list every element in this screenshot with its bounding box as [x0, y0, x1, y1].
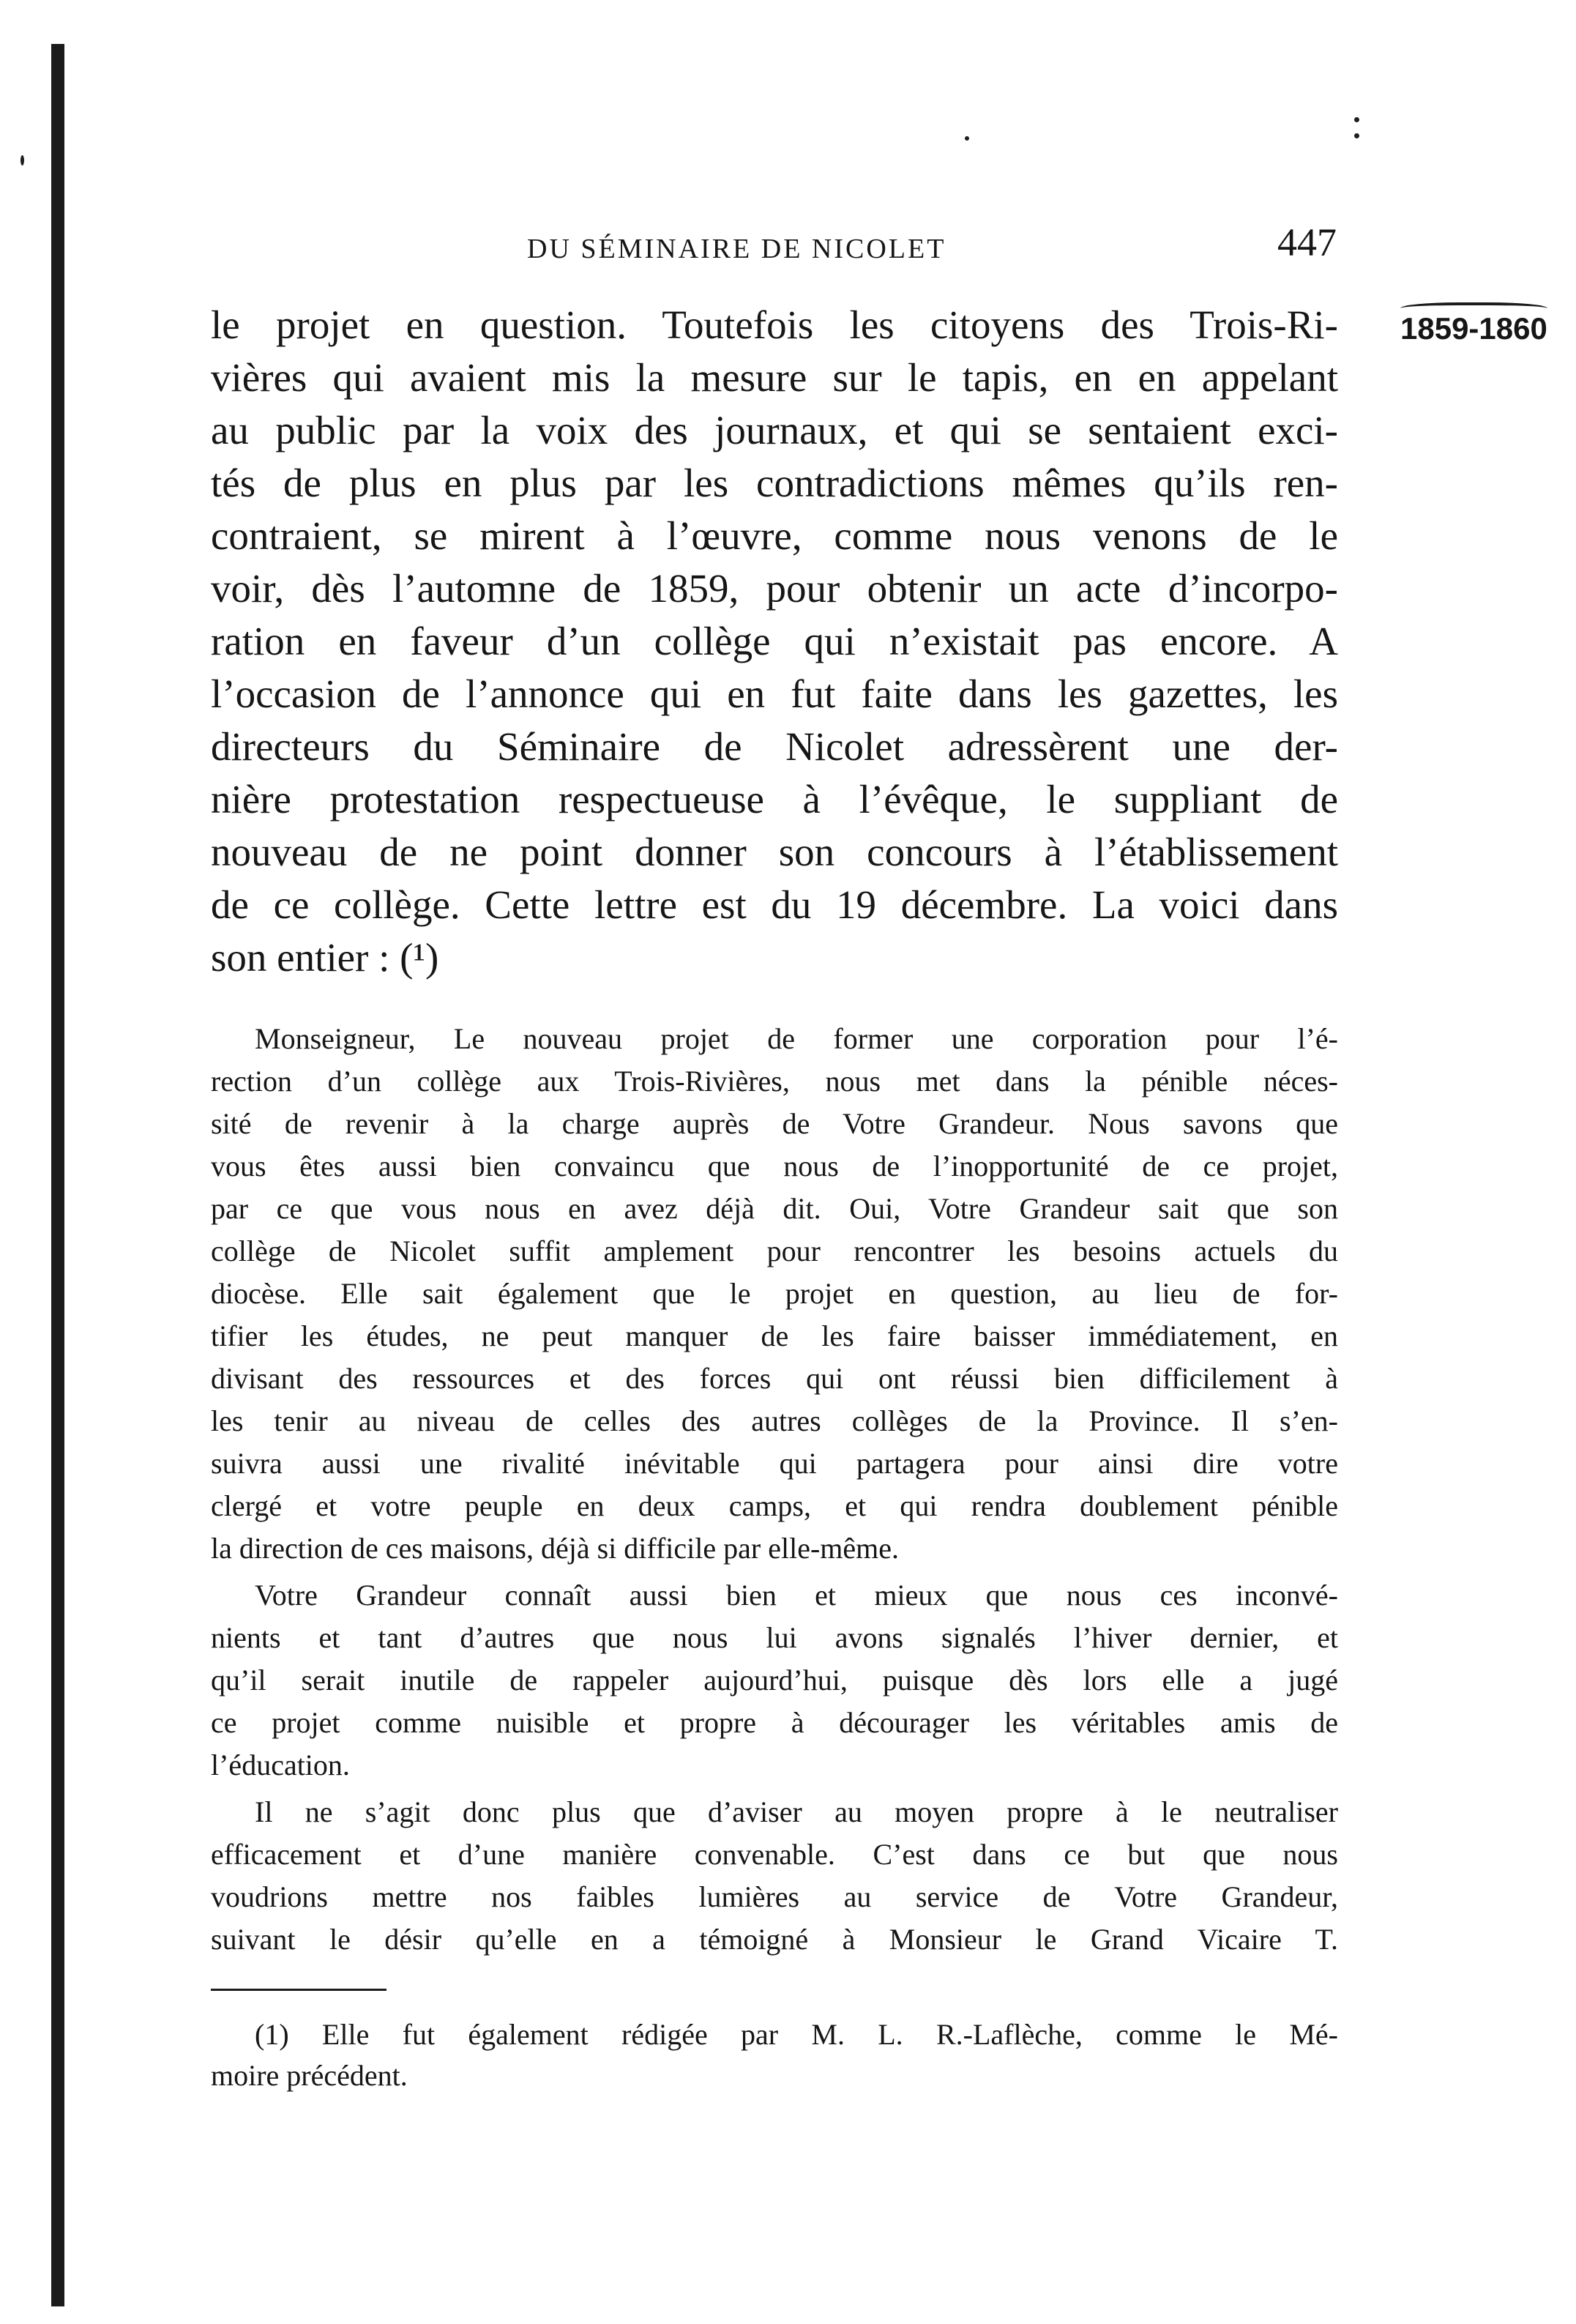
ink-speck — [1354, 133, 1359, 138]
body-line: le projet en question. Toutefois les citoyens des Trois-Ri- — [211, 302, 1338, 347]
body-line: nouveau de ne point donner son concours à l’établissement — [211, 830, 1338, 874]
body-line: ration en faveur d’un collège qui n’existait pas encore. A — [211, 619, 1338, 663]
footnote-line: (1) Elle fut également rédigée par M. L. R.-Laflèche, comme le Mé- — [255, 2018, 1338, 2051]
ink-speck — [965, 136, 969, 141]
footnote-line: moire précédent. — [211, 2059, 408, 2092]
margin-date-note — [1400, 311, 1547, 346]
quote-line: voudrions mettre nos faibles lumières au service de Votre Grandeur, — [211, 1880, 1338, 1913]
quote-line: Monseigneur, Le nouveau projet de former une corporation pour l’é- — [255, 1022, 1338, 1055]
quote-line: Il ne s’agit donc plus que d’aviser au moyen propre à le neutraliser — [255, 1795, 1338, 1828]
quote-line: Votre Grandeur connaît aussi bien et mieux que nous ces inconvé- — [255, 1579, 1338, 1612]
quote-line: divisant des ressources et des forces qui ont réussi bien difficilement à — [211, 1362, 1338, 1395]
quote-line: rection d’un collège aux Trois-Rivières, nous met dans la pénible néces- — [211, 1065, 1338, 1098]
page-number: 447 — [1277, 220, 1337, 264]
quote-line: nients et tant d’autres que nous lui avons signalés l’hiver dernier, et — [211, 1621, 1338, 1654]
quote-line: les tenir au niveau de celles des autres collèges de la Province. Il s’en- — [211, 1404, 1338, 1437]
quote-line: suivra aussi une rivalité inévitable qui partagera pour ainsi dire votre — [211, 1447, 1338, 1480]
quote-line: tifier les études, ne peut manquer de les faire baisser immédiatement, en — [211, 1319, 1338, 1352]
ink-speck — [1354, 117, 1359, 122]
quote-line: efficacement et d’une manière convenable. C’est dans ce but que nous — [211, 1838, 1338, 1871]
quote-line: vous êtes aussi bien convaincu que nous de l’inopportunité de ce projet, — [211, 1150, 1338, 1183]
quote-line: suivant le désir qu’elle en a témoigné à Monsieur le Grand Vicaire T. — [211, 1923, 1338, 1956]
binding-shadow — [51, 44, 64, 2306]
body-line: de ce collège. Cette lettre est du 19 décembre. La voici dans — [211, 882, 1338, 927]
body-line: voir, dès l’automne de 1859, pour obtenir un acte d’incorpo- — [211, 566, 1338, 611]
body-line: tés de plus en plus par les contradictions mêmes qu’ils ren- — [211, 461, 1338, 505]
body-line: directeurs du Séminaire de Nicolet adressèrent une der- — [211, 724, 1338, 769]
margin-bracket — [1400, 302, 1547, 317]
quote-line: diocèse. Elle sait également que le projet en question, au lieu de for- — [211, 1277, 1338, 1310]
ink-speck — [20, 155, 24, 165]
body-line: vières qui avaient mis la mesure sur le tapis, en en appelant — [211, 355, 1338, 400]
quote-line: par ce que vous nous en avez déjà dit. Oui, Votre Grandeur sait que son — [211, 1192, 1338, 1225]
body-line: nière protestation respectueuse à l’évêque, le suppliant de — [211, 777, 1338, 822]
body-line: contraient, se mirent à l’œuvre, comme nous venons de le — [211, 513, 1338, 558]
quote-line: ce projet comme nuisible et propre à décourager les véritables amis de — [211, 1706, 1338, 1739]
quote-line: sité de revenir à la charge auprès de Votre Grandeur. Nous savons que — [211, 1107, 1338, 1140]
quote-line: qu’il serait inutile de rappeler aujourd’hui, puisque dès lors elle a jugé — [211, 1664, 1338, 1697]
quote-line: clergé et votre peuple en deux camps, et qui rendra doublement pénible — [211, 1489, 1338, 1522]
margin-date-text: 1859-1860 — [1400, 311, 1547, 346]
quote-line: l’éducation. — [211, 1748, 350, 1781]
running-head: DU SÉMINAIRE DE NICOLET — [527, 234, 946, 264]
body-line: l’occasion de l’annonce qui en fut faite dans les gazettes, les — [211, 671, 1338, 716]
quote-line: collège de Nicolet suffit amplement pour rencontrer les besoins actuels du — [211, 1234, 1338, 1267]
body-line: son entier : (¹) — [211, 935, 439, 980]
footnote-rule — [211, 1989, 386, 1991]
quote-line: la direction de ces maisons, déjà si difficile par elle-même. — [211, 1532, 900, 1565]
body-line: au public par la voix des journaux, et qui se sentaient exci- — [211, 408, 1338, 452]
